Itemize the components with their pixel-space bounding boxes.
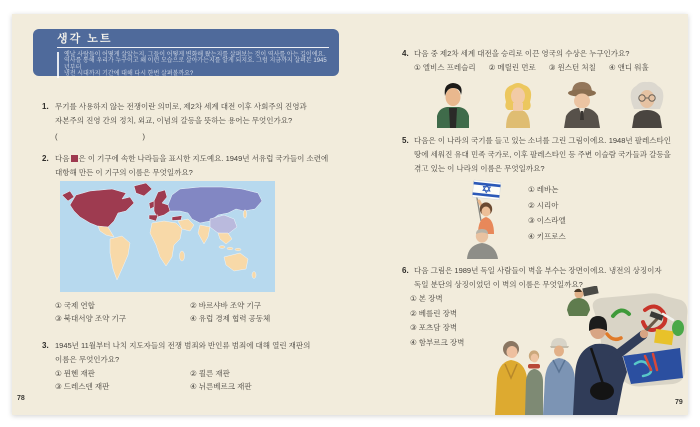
header-intro bbox=[57, 52, 329, 78]
option: ② 메릴린 먼로 bbox=[488, 63, 536, 72]
map-region-japan bbox=[243, 210, 246, 218]
question-4-options bbox=[414, 62, 649, 73]
question-1-number: 1. bbox=[42, 102, 49, 111]
question-5-text: 다음은 이 나라의 국기를 들고 있는 소녀를 그린 그림이에요. 1948년 팔레스타인 bbox=[414, 136, 671, 145]
option: ④ 앤디 워홀 bbox=[608, 63, 649, 72]
question-1-text: 무기를 사용하지 않는 전쟁이란 의미로, 제2차 세계 대전 이후 사회주의 진영과 bbox=[55, 102, 307, 111]
woman-with-scarf bbox=[525, 350, 543, 415]
question-5-number: 5. bbox=[402, 136, 409, 145]
header-intro-line: 역사를 통해 우리가 누구이고 왜 이런 모습으로 살아가는지를 알게 되지요. 그럼 지금까지 살펴본 1945년부터 bbox=[64, 58, 327, 71]
header-rule bbox=[57, 47, 329, 48]
man-on-wall bbox=[567, 286, 599, 316]
option: ④ 키프로스 bbox=[528, 231, 566, 241]
nato-color-swatch bbox=[71, 155, 78, 162]
woman-in-yellow-coat bbox=[495, 341, 529, 415]
header-intro-line: 냉전 시대까지 기간에 대해 다시 한번 살펴볼까요? bbox=[64, 71, 194, 78]
option: ② 쾰른 재판 bbox=[190, 369, 230, 378]
option: ① 레바논 bbox=[528, 185, 559, 194]
left-page-number: 78 bbox=[17, 395, 25, 402]
book-spread bbox=[12, 14, 688, 415]
answer-blank: ( ) bbox=[55, 132, 145, 141]
portrait-row bbox=[430, 78, 668, 128]
question-2-text: 다음 은 이 기구에 속한 나라들을 표시한 지도예요. 1949년 서유럽 국가들이 소련에 bbox=[55, 154, 329, 163]
question-3-text: 1945년 11월부터 나치 지도자들의 전쟁 범죄와 반인류 범죄에 대해 열린 재판의 bbox=[55, 341, 311, 350]
option: ③ 포츠담 장벽 bbox=[410, 323, 458, 332]
option: ① 국제 연합 bbox=[55, 301, 95, 310]
question-5-options bbox=[528, 182, 566, 244]
elvis-presley-portrait bbox=[430, 80, 476, 128]
option: ③ 드레스덴 재판 bbox=[55, 381, 110, 391]
option: ② 바르샤바 조약 기구 bbox=[190, 301, 261, 310]
option: ② 시리아 bbox=[528, 200, 559, 210]
camera-bag bbox=[590, 382, 614, 400]
berlin-wall-scene-illustration bbox=[495, 286, 690, 415]
option: ③ 이스라엘 bbox=[528, 216, 566, 225]
option: ④ 함부르크 장벽 bbox=[410, 337, 465, 347]
question-3: 3. 1945년 11월부터 나치 지도자들의 전쟁 범죄와 반인류 범죄에 대해 열린 재판의 이름은 무엇인가요? bbox=[42, 341, 311, 364]
question-6: 6. 다음 그림은 1989년 독일 사람들이 벽을 부수는 장면이에요. 냉전의 상징이자 독일 분단의 상징이었던 이 벽의 이름은 무엇일까요? bbox=[402, 266, 662, 289]
question-4-text: 다음 중 제2차 세계 대전을 승리로 이끈 영국의 수상은 누구인가요? bbox=[414, 49, 630, 58]
question-5: 5. 다음은 이 나라의 국기를 들고 있는 소녀를 그린 그림이에요. 1948년 팔레스타인 땅에 세워진 유대 민족 국가로, 이후 팔레스타인 등 주변 이슬람 국가들과 갈등을 겪고 있는 이 나라의 이름은 무엇일까요? bbox=[402, 136, 671, 173]
option: ① 본 장벽 bbox=[410, 294, 443, 303]
option: ④ 뉘른베르크 재판 bbox=[190, 381, 252, 391]
man-with-cap bbox=[543, 338, 575, 415]
option: ① 뮌헨 재판 bbox=[55, 369, 95, 378]
option: ① 엘비스 프레슬리 bbox=[414, 63, 476, 72]
marilyn-monroe-portrait bbox=[498, 80, 538, 128]
question-4 bbox=[402, 47, 629, 61]
thinking-note-header bbox=[33, 29, 339, 76]
girl-with-israel-flag-illustration bbox=[458, 177, 505, 259]
question-2: 2. 다음 은 이 기구에 속한 나라들을 표시한 지도예요. 1949년 서유럽 국가들이 소련에 대항해 만든 이 기구의 이름은 무엇일까요? bbox=[42, 154, 329, 177]
question-6-text: 다음 그림은 1989년 독일 사람들이 벽을 부수는 장면이에요. 냉전의 상징이자 bbox=[414, 266, 662, 275]
question-3-options bbox=[55, 368, 252, 393]
right-page-number: 79 bbox=[675, 399, 683, 406]
question-6-number: 6. bbox=[402, 266, 409, 275]
header-title: 생각 노트 bbox=[57, 33, 113, 45]
option: ③ 북대서양 조약 기구 bbox=[55, 313, 126, 323]
andy-warhol-portrait bbox=[626, 80, 668, 128]
question-2-number: 2. bbox=[42, 154, 49, 163]
option: ④ 유럽 경제 협력 공동체 bbox=[190, 313, 271, 323]
question-4-number: 4. bbox=[402, 49, 409, 58]
nato-members-world-map bbox=[60, 181, 275, 292]
question-1: 1. 무기를 사용하지 않는 전쟁이란 의미로, 제2차 세계 대전 이후 사회주의 진영과 자본주의 진영 간의 정치, 외교, 이념의 갈등을 뜻하는 용어는 무엇인가요? ( ) bbox=[42, 100, 307, 144]
option: ③ 윈스턴 처칠 bbox=[548, 63, 596, 72]
header-intro-line: 옛날 사람들이 어떻게 살았는지, 그들이 어떻게 변화해 왔는지를 살펴보는 것이 역사를 아는 길이에요. bbox=[64, 52, 325, 58]
israel-flag bbox=[472, 180, 501, 200]
winston-churchill-portrait bbox=[560, 80, 604, 128]
option: ② 베를린 장벽 bbox=[410, 308, 458, 318]
question-2-options bbox=[55, 300, 270, 325]
question-3-number: 3. bbox=[42, 341, 49, 350]
question-6-options bbox=[410, 292, 464, 350]
